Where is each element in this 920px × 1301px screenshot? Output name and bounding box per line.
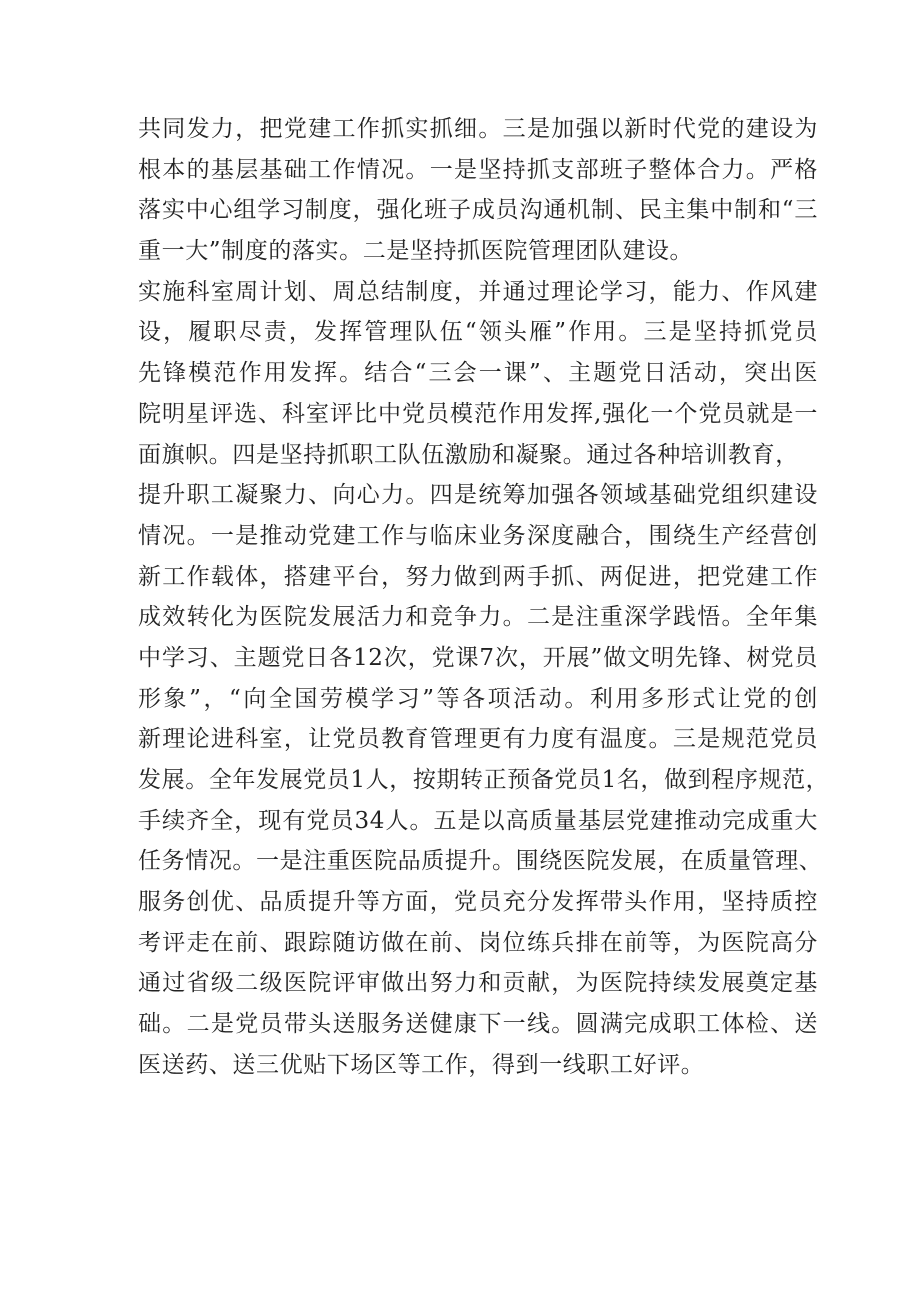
body-text [138, 109, 830, 1086]
text-line: 落实中心组学习制度，强化班子成员沟通机制、民主集中制和“三 [138, 197, 818, 224]
text-line: 手续齐全，现有党员34人。五是以高质量基层党建推动完成重大 [138, 807, 818, 834]
text-line: 中学习、主题党日各12次，党课7次，开展”做文明先锋、树党员 [138, 644, 818, 671]
text-line: 医送药、送三优贴下场区等工作，得到一线职工好评。 [138, 1051, 705, 1078]
text-line: 形象”，“向全国劳模学习”等各项活动。利用多形式让党的创 [138, 685, 818, 712]
text-line: 重一大”制度的落实。二是坚持抓医院管理团队建设。 [138, 238, 694, 265]
text-line: 成效转化为医院发展活力和竞争力。二是注重深学践悟。全年集 [138, 604, 818, 631]
text-line: 情况。一是推动党建工作与临床业务深度融合，围绕生产经营创 [138, 522, 818, 549]
text-line: 础。二是党员带头送服务送健康下一线。圆满完成职工体检、送 [138, 1011, 818, 1038]
text-line: 共同发力，把党建工作抓实抓细。三是加强以新时代党的建设为 [138, 116, 818, 142]
text-line: 实施科室周计划、周总结制度，并通过理论学习，能力、作风建 [138, 278, 818, 305]
text-line: 根本的基层基础工作情况。一是坚持抓支部班子整体合力。严格 [138, 156, 818, 183]
text-line: 面旗帜。四是坚持抓职工队伍激励和凝聚。通过各种培训教育， [138, 441, 799, 468]
text-line: 设，履职尽责，发挥管理队伍“领头雁”作用。三是坚持抓党员 [138, 319, 818, 346]
text-line: 先锋模范作用发挥。结合“三会一课”、主题党日活动，突出医 [138, 360, 818, 387]
text-line: 考评走在前、跟踪随访做在前、岗位练兵排在前等，为医院高分 [138, 929, 818, 956]
text-line: 任务情况。一是注重医院品质提升。围绕医院发展，在质量管理、 [138, 848, 823, 875]
text-line: 通过省级二级医院评审做出努力和贡献，为医院持续发展奠定基 [138, 970, 818, 997]
text-line: 提升职工凝聚力、向心力。四是统筹加强各领域基础党组织建设 [138, 482, 818, 509]
text-line: 发展。全年发展党员1人，按期转正预备党员1名，做到程序规范， [138, 767, 830, 793]
text-line: 院明星评选、科室评比中党员模范作用发挥,强化一个党员就是一 [138, 400, 818, 427]
text-line: 服务创优、品质提升等方面，党员充分发挥带头作用，坚持质控 [138, 889, 818, 916]
text-line: 新工作载体，搭建平台，努力做到两手抓、两促进，把党建工作 [138, 563, 818, 590]
text-line: 新理论进科室，让党员教育管理更有力度有温度。三是规范党员 [138, 726, 818, 753]
